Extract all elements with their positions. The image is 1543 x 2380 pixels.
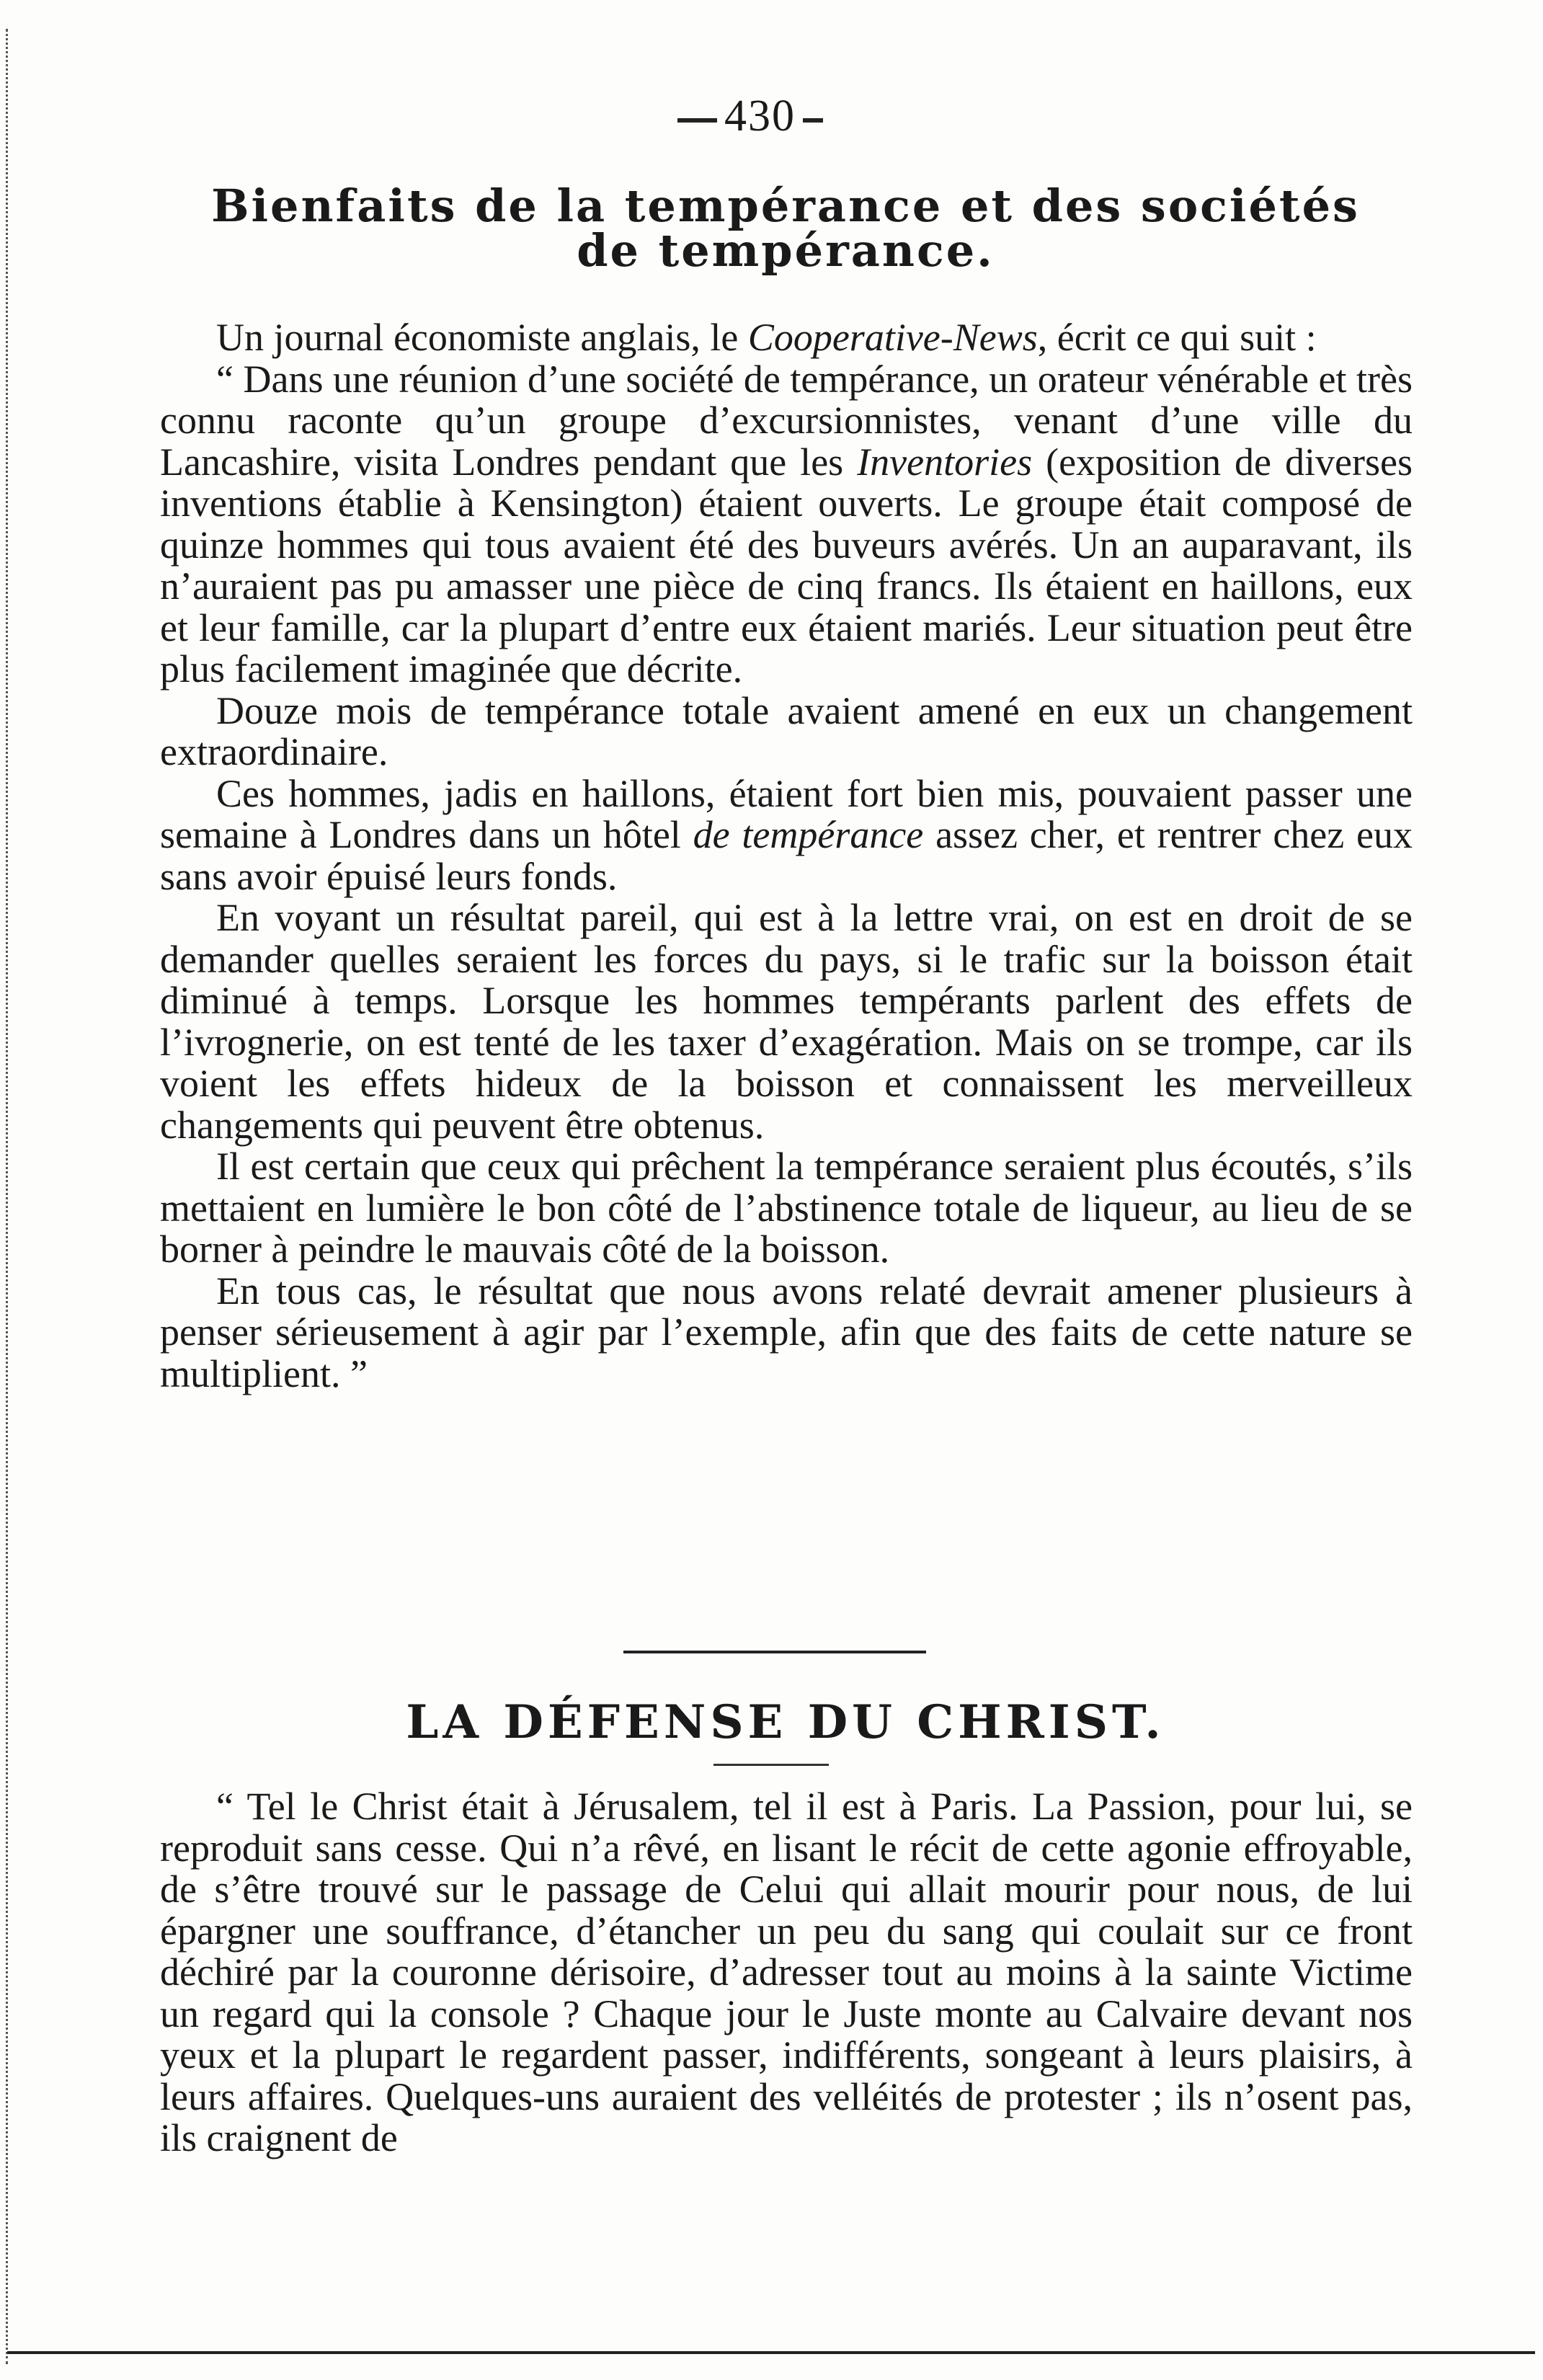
- paragraph: En tous cas, le résultat que nous avons relaté devrait amener plusieurs à penser sérieusement à agir par l’exemple, afin que des faits de cette nature se multiplient. ”: [160, 1269, 1413, 1395]
- paragraph-text: Ces hommes, jadis en haillons, étaient fort bien mis, pouvaient passer une semaine à Londres dans un hôtel: [160, 771, 1413, 856]
- section-separator: [623, 1651, 926, 1653]
- paragraph: Douze mois de tempérance totale avaient amené en eux un changement extraordinaire.: [160, 688, 1413, 773]
- italic-term: de tempérance: [693, 813, 924, 856]
- paragraph-text: , écrit ce qui suit :: [1037, 316, 1317, 359]
- folio-dash-left: [677, 118, 717, 123]
- article-title-line-1: Bienfaits de la tempérance et des sociétés: [211, 179, 1360, 232]
- section-title-underline: [713, 1764, 829, 1766]
- article-title-line-2: de tempérance.: [577, 224, 995, 277]
- paragraph-text: assez cher, et rentrer chez eux sans avoir épuisé leurs fonds.: [160, 813, 1413, 898]
- page-edge-rule: [6, 29, 11, 2364]
- journal-name: Cooperative-News: [747, 316, 1038, 359]
- paragraph-text: (exposition de diverses inventions établie à Kensington) étaient ouverts. Le groupe était composé de quinze hommes qui tous avaient été des buveurs avérés. Un an auparavant, ils n’auraient pas pu amasser une pièce de cinq francs. Ils étaient en haillons, eux et leur famille, car la plupart d’entre eux étaient mariés. Leur situation peut être plus facilement imaginée que décrite.: [160, 440, 1413, 691]
- paragraph: En voyant un résultat pareil, qui est à la lettre vrai, on est en droit de se demander quelles seraient les forces du pays, si le trafic sur la boisson était diminué à temps. Lorsque les hommes tempérants parlent des effets de l’ivrognerie, on est tenté de les taxer d’exagération. Mais on se trompe, car ils voient les effets hideux de la boisson et connaissent les merveilleux changements qui peuvent être obtenus.: [160, 896, 1413, 1147]
- article-body: [160, 317, 1413, 1395]
- folio-dash-right: [803, 118, 823, 123]
- paragraph-text: Un journal économiste anglais, le: [216, 316, 748, 359]
- article-title: [144, 179, 1427, 277]
- page-number-text: 430: [724, 92, 796, 141]
- paragraph: [160, 359, 1413, 691]
- paragraph-text: “ Dans une réunion d’une société de tempérance, un orateur vénérable et très connu raconte qu’un groupe d’excursionnistes, venant d’une ville du Lancashire, visita Londres pendant que les: [160, 357, 1413, 484]
- paragraph: Il est certain que ceux qui prêchent la tempérance seraient plus écoutés, s’ils mettaient en lumière le bon côté de l’abstinence totale de liqueur, au lieu de se borner à peindre le mauvais côté de la boisson.: [160, 1145, 1413, 1271]
- paragraph: [160, 773, 1413, 898]
- section-body: [160, 1786, 1413, 2159]
- italic-term: Inventories: [857, 440, 1033, 484]
- section-title: LA DÉFENSE DU CHRIST.: [406, 1695, 1165, 1749]
- page-number: [670, 91, 886, 142]
- paragraph: “ Tel le Christ était à Jérusalem, tel il est à Paris. La Passion, pour lui, se reproduit sans cesse. Qui n’a rêvé, en lisant le récit de cette agonie effroyable, de s’être trouvé sur le passage de Celui qui allait mourir pour nous, de lui épargner une souffrance, d’étancher un peu du sang qui coulait sur ce front déchiré par la couronne dérisoire, d’adresser tout au moins à la sainte Victime un regard qui la console ? Chaque jour le Juste monte au Calvaire devant nos yeux et la plupart le regardent passer, indifférents, songeant à leurs plaisirs, à leurs affaires. Quelques-uns auraient des velléités de protester ; ils n’osent pas, ils craignent de: [160, 1785, 1413, 2159]
- paragraph: [160, 317, 1413, 359]
- page-bottom-rule: [7, 2351, 1535, 2354]
